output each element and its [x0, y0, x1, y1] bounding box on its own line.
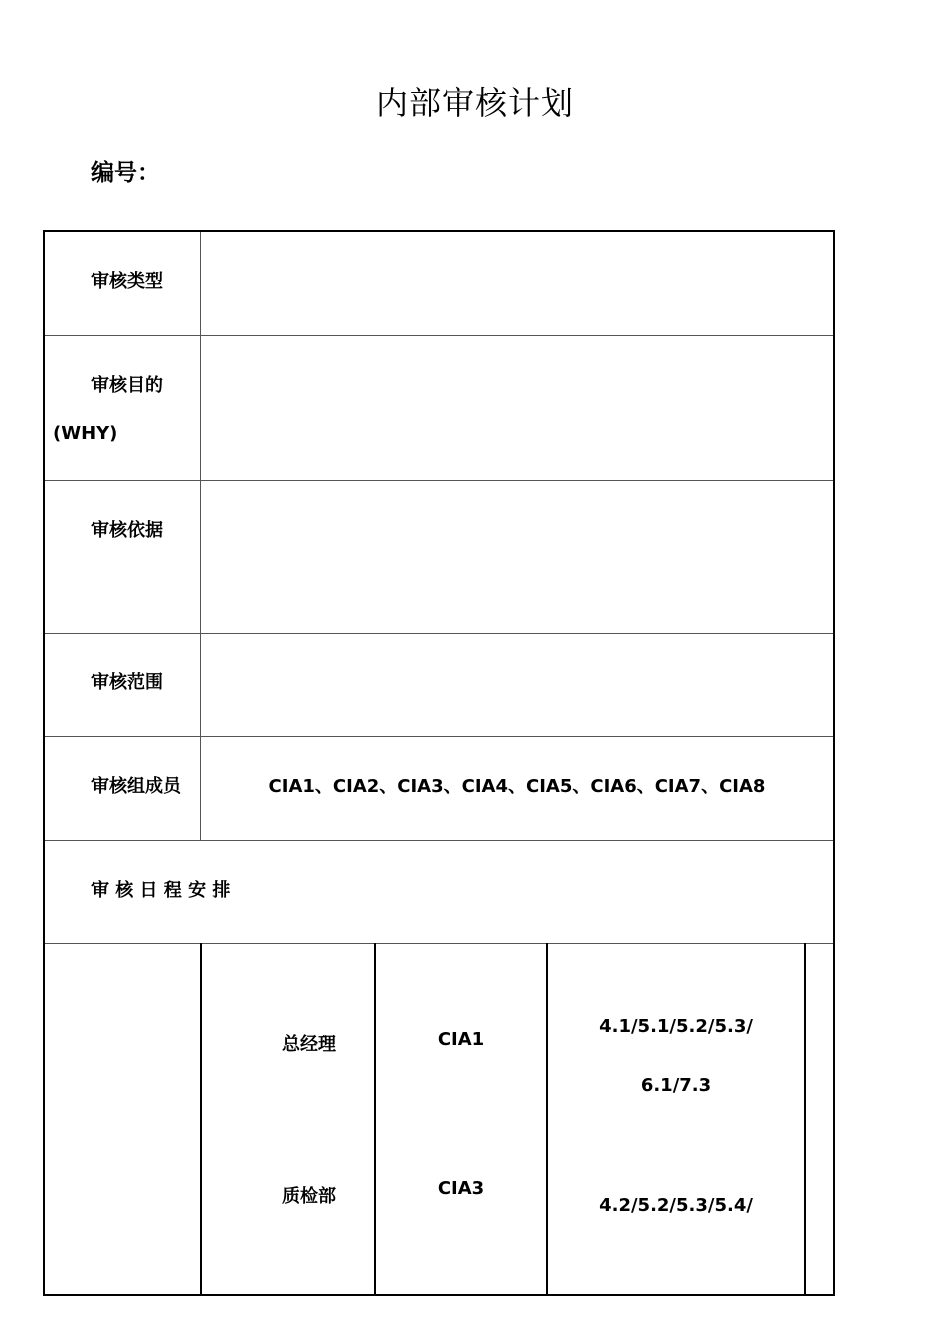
code-label: 编号：: [91, 160, 160, 186]
schedule-column-divider: [804, 943, 806, 1294]
row-divider: [45, 480, 833, 481]
schedule-column-divider: [546, 943, 548, 1294]
schedule-department: [202, 1030, 374, 1056]
row-divider: [45, 943, 833, 944]
row-label-audit-purpose-why: (WHY): [53, 423, 118, 444]
schedule-auditor: CIA3: [437, 1178, 485, 1199]
schedule-clauses: 4.2/5.2/5.3/5.4/: [599, 1195, 753, 1216]
row-divider: [45, 840, 833, 841]
row-label-audit-type: 审核类型: [91, 271, 163, 292]
schedule-auditor: CIA1: [437, 1029, 485, 1050]
document-title: 内部审核计划: [375, 84, 574, 122]
audit-team-members: CIA1、CIA2、CIA3、CIA4、CIA5、CIA6、CIA7、CIA8: [268, 776, 766, 797]
row-divider: [45, 736, 833, 737]
schedule-clauses-continued: 6.1/7.3: [640, 1075, 712, 1096]
schedule-clauses: 4.1/5.1/5.2/5.3/: [599, 1016, 753, 1037]
row-label-audit-purpose: 审核目的: [91, 375, 163, 396]
schedule-column-divider: [200, 943, 202, 1294]
schedule-column-divider: [374, 943, 376, 1294]
schedule-department: [202, 1182, 374, 1208]
column-divider: [200, 232, 201, 840]
row-divider: [45, 335, 833, 336]
row-label-audit-scope: 审核范围: [91, 672, 163, 693]
schedule-department-label: 总经理: [282, 1034, 336, 1055]
row-label-audit-team: 审核组成员: [91, 776, 181, 797]
audit-plan-table: [43, 230, 835, 1296]
schedule-heading: 审 核 日 程 安 排: [91, 880, 231, 901]
schedule-department-label: 质检部: [282, 1186, 336, 1207]
row-label-audit-basis: 审核依据: [91, 520, 163, 541]
row-divider: [45, 633, 833, 634]
